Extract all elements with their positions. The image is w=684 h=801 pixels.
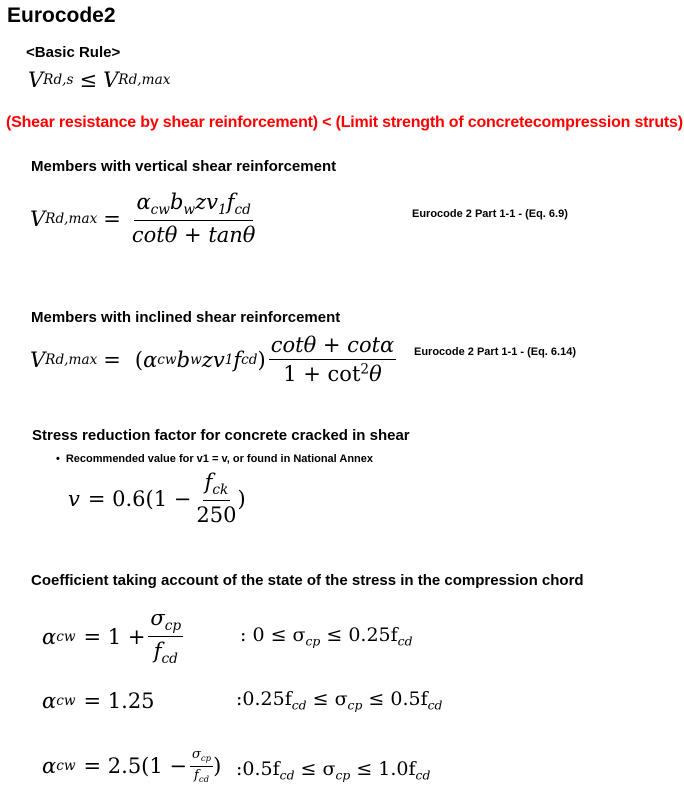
subscript: cw bbox=[56, 693, 76, 709]
coefficient-heading: Coefficient taking account of the state of the stress in the compression chord bbox=[31, 572, 584, 589]
subscript: Rd,max bbox=[118, 72, 171, 88]
operator: = bbox=[103, 206, 121, 231]
b: b bbox=[169, 190, 184, 214]
alpha: α bbox=[42, 754, 57, 779]
alpha: α bbox=[42, 689, 57, 713]
denominator: 250 bbox=[196, 503, 237, 528]
sigma: σ bbox=[150, 606, 165, 630]
expression: = 0.6(1 − bbox=[87, 486, 192, 511]
coefficient-row-2-condition bbox=[236, 688, 442, 712]
z: z bbox=[195, 190, 207, 214]
subscript: cp bbox=[305, 634, 321, 649]
subscript: Rd,max bbox=[45, 210, 98, 227]
operator: = bbox=[103, 347, 121, 372]
alpha: α bbox=[42, 624, 57, 649]
condition: ≤ σ bbox=[306, 688, 348, 710]
subscript: cd bbox=[427, 698, 443, 713]
v: v bbox=[212, 347, 225, 372]
bullet-text: Recommended value for v1 = v, or found in National Annex bbox=[65, 453, 373, 465]
basic-rule-formula bbox=[28, 68, 170, 92]
condition: : 0 ≤ σ bbox=[240, 624, 306, 646]
subscript: Rd,max bbox=[45, 351, 98, 368]
nu: v bbox=[68, 486, 80, 511]
condition: :0.25f bbox=[236, 688, 292, 710]
numerator: cotθ + cotα bbox=[269, 333, 396, 360]
reduction-formula bbox=[68, 470, 246, 528]
coefficient-row-3 bbox=[42, 748, 221, 784]
eq-reference-6-14: Eurocode 2 Part 1-1 - (Eq. 6.14) bbox=[414, 346, 576, 358]
subscript: cp bbox=[335, 768, 351, 783]
subscript: w bbox=[183, 201, 196, 218]
vertical-heading: Members with vertical shear reinforcement bbox=[31, 158, 337, 175]
subscript: 1 bbox=[224, 351, 234, 368]
coefficient-row-3-condition bbox=[236, 758, 430, 782]
subscript: w bbox=[190, 351, 202, 368]
subscript: cp bbox=[347, 698, 363, 713]
f: f bbox=[153, 639, 162, 664]
f: f bbox=[233, 347, 242, 372]
coefficient-row-1-condition bbox=[240, 624, 413, 648]
fraction bbox=[130, 190, 258, 248]
condition: ≤ 0.5f bbox=[362, 688, 428, 710]
paren: ) bbox=[257, 347, 266, 372]
subscript: cd bbox=[241, 351, 258, 368]
sigma: σ bbox=[192, 747, 201, 762]
expression: = 1.25 bbox=[83, 689, 155, 713]
subscript: 1 bbox=[218, 201, 227, 218]
paren: ( bbox=[134, 347, 144, 372]
theta: θ bbox=[369, 362, 382, 387]
subscript: ck bbox=[212, 481, 229, 498]
expression: = 2.5(1 − bbox=[83, 754, 188, 779]
condition: ≤ 1.0f bbox=[350, 758, 416, 780]
denominator bbox=[192, 767, 211, 785]
bullet-item bbox=[56, 453, 373, 465]
subscript: cp bbox=[164, 617, 182, 634]
page-title: Eurocode2 bbox=[7, 4, 116, 27]
subscript: cw bbox=[56, 628, 76, 645]
numerator bbox=[134, 190, 252, 221]
operator: ≤ bbox=[79, 68, 98, 92]
denominator-part: 1 + cot bbox=[283, 362, 361, 387]
denominator bbox=[281, 360, 384, 386]
expression: = 1 + bbox=[83, 624, 146, 649]
coefficient-row-2 bbox=[42, 689, 155, 713]
subscript: cw bbox=[56, 758, 76, 775]
z: z bbox=[201, 347, 213, 372]
subscript: Rd,s bbox=[43, 72, 74, 88]
v: v bbox=[206, 190, 219, 214]
basic-rule-label: <Basic Rule> bbox=[26, 44, 121, 61]
paren: ) bbox=[237, 486, 246, 511]
coefficient-row-1 bbox=[42, 606, 186, 668]
numerator bbox=[148, 606, 183, 637]
shear-note: (Shear resistance by shear reinforcement) < (Limit strength of concretecompression struts) bbox=[6, 114, 683, 131]
reduction-heading: Stress reduction factor for concrete cracked in shear bbox=[32, 427, 410, 444]
condition: ≤ σ bbox=[294, 758, 336, 780]
numerator bbox=[203, 470, 231, 501]
f: f bbox=[226, 190, 235, 214]
eq-reference-6-9: Eurocode 2 Part 1-1 - (Eq. 6.9) bbox=[412, 208, 568, 220]
superscript: 2 bbox=[360, 361, 370, 378]
v-symbol: V bbox=[30, 206, 46, 231]
denominator: cotθ + tanθ bbox=[131, 223, 256, 248]
subscript: cd bbox=[291, 698, 307, 713]
subscript: cd bbox=[397, 634, 413, 649]
inclined-formula bbox=[30, 333, 399, 386]
subscript: cd bbox=[415, 768, 431, 783]
subscript: cd bbox=[198, 773, 210, 784]
subscript: cp bbox=[200, 752, 212, 763]
subscript: cd bbox=[234, 201, 251, 218]
alpha: α bbox=[136, 190, 151, 214]
v-symbol: V bbox=[103, 68, 119, 92]
inclined-heading: Members with inclined shear reinforcement bbox=[31, 309, 341, 326]
b: b bbox=[176, 347, 191, 372]
f: f bbox=[194, 767, 199, 783]
subscript: cd bbox=[279, 768, 295, 783]
fraction bbox=[269, 333, 396, 386]
condition: :0.5f bbox=[236, 758, 280, 780]
subscript: cd bbox=[161, 651, 178, 668]
v-symbol: V bbox=[30, 347, 46, 372]
vertical-formula bbox=[30, 190, 260, 248]
f: f bbox=[204, 470, 213, 494]
alpha: α bbox=[143, 347, 158, 372]
denominator bbox=[152, 637, 180, 667]
fraction bbox=[148, 606, 183, 668]
numerator bbox=[190, 748, 213, 767]
paren: ) bbox=[213, 754, 222, 779]
bullet-dot-icon: • bbox=[56, 453, 60, 465]
condition: ≤ 0.25f bbox=[320, 624, 398, 646]
subscript: cw bbox=[157, 351, 177, 368]
fraction bbox=[190, 748, 213, 784]
fraction bbox=[194, 470, 238, 528]
v-symbol: V bbox=[28, 68, 44, 92]
subscript: cw bbox=[150, 201, 170, 218]
